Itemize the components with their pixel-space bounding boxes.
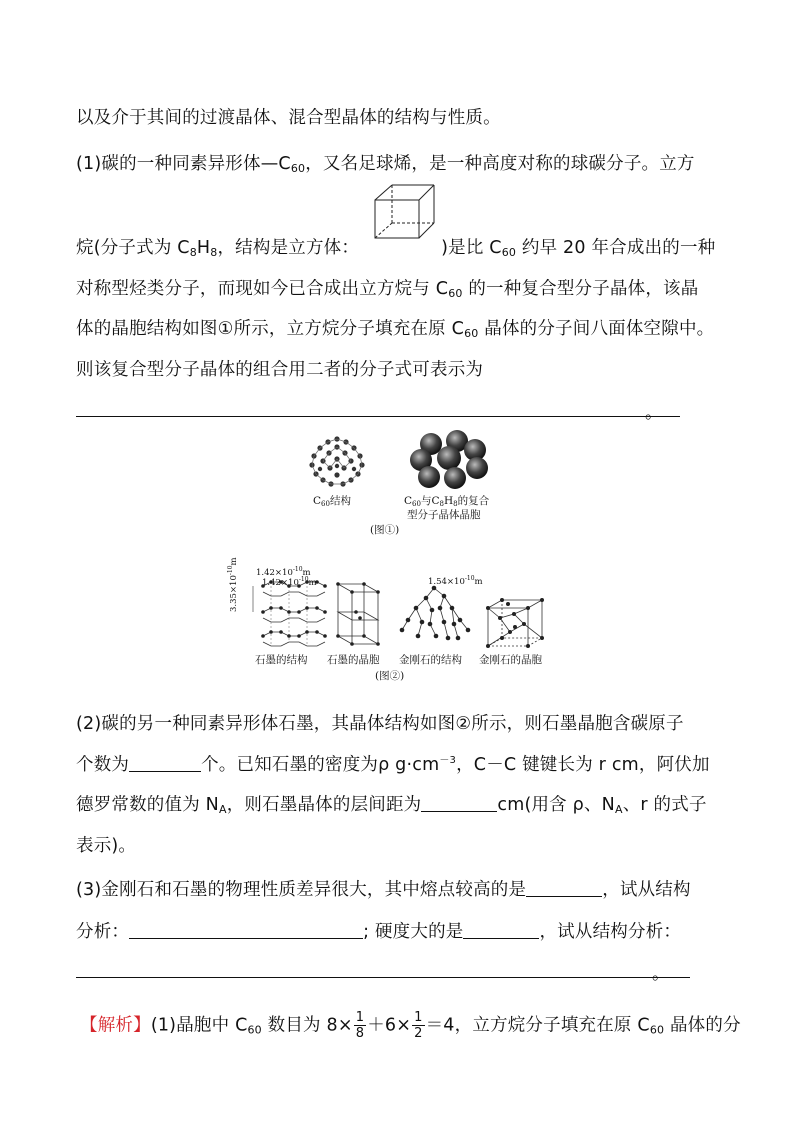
answer-blank-1[interactable] xyxy=(76,416,680,417)
question-2-line-4: 表示)。 xyxy=(76,836,137,856)
fig2-caption-1: 石墨的结构 xyxy=(255,654,308,666)
answer-blank-4[interactable] xyxy=(526,881,602,897)
question-3-line-2: 分析： ; 硬度大的是 ，试从结构分析： xyxy=(76,922,682,942)
answer-blank-2[interactable] xyxy=(129,756,201,772)
fig2-caption-4: 金刚石的晶胞 xyxy=(479,654,542,666)
answer-blank-7[interactable] xyxy=(76,977,690,978)
question-1-line-3: 对称型烃类分子，而现如今已合成出立方烷与 $C_{60}$ 的一种复合型分子晶体，该晶 xyxy=(76,279,699,300)
fig1-caption-left: C60结构 xyxy=(313,495,351,508)
c60-structure-image xyxy=(302,433,372,489)
dim-label-3: $3.35\times 10^{-10}m$ xyxy=(227,557,239,612)
period-2: 。 xyxy=(652,964,670,984)
fig1-caption-right-1: C60与C8H8的复合 xyxy=(404,495,490,508)
answer-blank-6[interactable] xyxy=(463,923,539,939)
dim-label-4: $1.54\times 10^{-10}m$ xyxy=(428,575,483,587)
dim-label-2: $1.42\times 10^{-10}m$ xyxy=(262,576,317,588)
question-1-line-2: 烷(分子式为 $C_8H_8$，结构是立方体： )是比 $C_{60}$ 约早 20 年合成出的一种 xyxy=(76,238,716,259)
question-1-line-5: 则该复合型分子晶体的组合用二者的分子式可表示为 xyxy=(76,360,484,380)
fig2-caption-3: 金刚石的结构 xyxy=(399,654,462,666)
text-line-intro: 以及介于其间的过渡晶体、混合型晶体的结构与性质。 xyxy=(76,108,501,128)
fig1-caption-right-2: 型分子晶体晶胞 xyxy=(407,509,481,521)
diamond-unit-cell-image xyxy=(484,598,546,648)
diamond-structure-image xyxy=(396,580,474,648)
c60-cubane-unit-cell-image xyxy=(405,430,493,492)
period-1: 。 xyxy=(645,403,663,423)
question-2-line-3: 德罗常数的值为 $N_A$，则石墨晶体的层间距为 cm(用含 ρ、$N_A$、r 的式子 xyxy=(76,795,707,816)
question-3-line-1: (3)金刚石和石墨的物理性质差异很大，其中熔点较高的是 ，试从结构 xyxy=(76,880,691,900)
graphite-unit-cell-image xyxy=(334,578,382,646)
fraction-1-2: $\frac{1}{2}$ xyxy=(414,1010,423,1041)
question-1-line-1: (1)碳的一种同素异形体$—C_{60}$，又名足球烯，是一种高度对称的球碳分子。立方 xyxy=(76,154,695,175)
question-2-line-2: 个数为 个。已知石墨的密度为ρ $g\cdot cm^{-3}$，C－C 键键长为 r cm，阿伏加 xyxy=(76,755,710,775)
question-1-line-4: 体的晶胞结构如图①所示，立方烷分子填充在原 $C_{60}$ 晶体的分子间八面体空隙中。 xyxy=(76,319,715,340)
answer-blank-5[interactable] xyxy=(129,923,363,939)
dim-label-1: $1.42\times 10^{-10}m$ xyxy=(256,566,311,578)
question-2-line-1: (2)碳的另一种同素异形体石墨，其晶体结构如图②所示，则石墨晶胞含碳原子 xyxy=(76,714,684,734)
analysis-line: 【解析】(1)晶胞中 $C_{60}$ 数目为 8× $\frac{1}{8}$ ＋6× $\frac{1}{2}$ ＝4，立方烷分子填充在原 $C_{60}$ 晶体的分 xyxy=(80,1010,741,1041)
fig2-label: (图②) xyxy=(375,670,405,682)
cubane-cube-figure xyxy=(372,182,438,242)
fig2-caption-2: 石墨的晶胞 xyxy=(327,654,380,666)
fraction-1-8: $\frac{1}{8}$ xyxy=(355,1010,365,1041)
fig1-label: (图①) xyxy=(370,524,400,536)
analysis-tag: 【解析】 xyxy=(80,1015,151,1036)
answer-blank-3[interactable] xyxy=(421,796,497,812)
